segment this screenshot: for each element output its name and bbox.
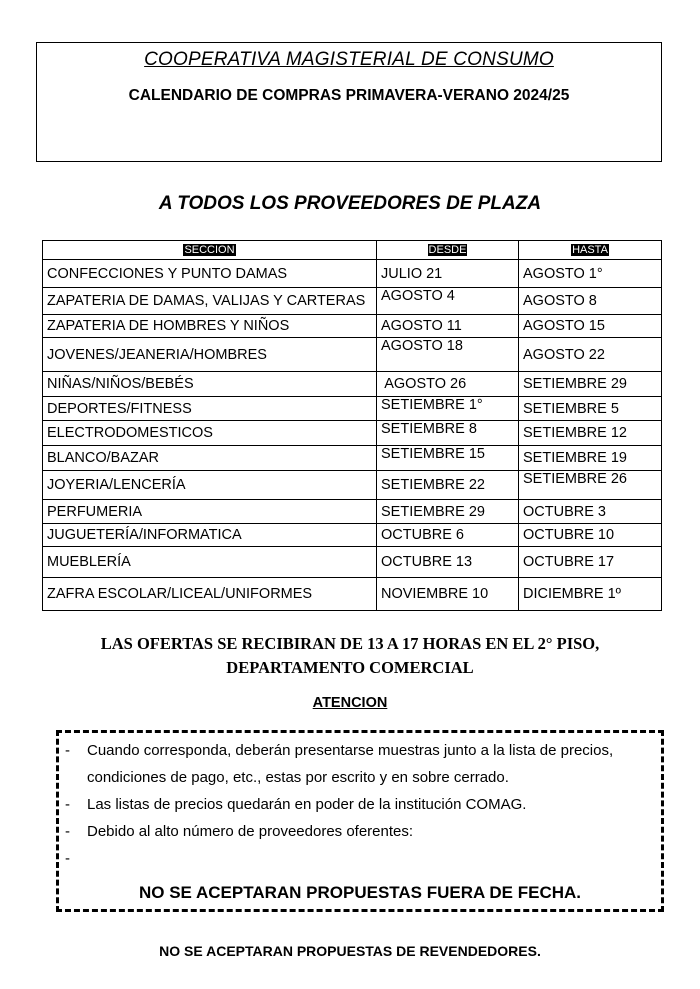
calendar-title: CALENDARIO DE COMPRAS PRIMAVERA-VERANO 2024/25 bbox=[128, 87, 570, 104]
to-cell: SETIEMBRE 19 bbox=[519, 446, 662, 471]
table-header-row bbox=[43, 241, 662, 260]
section-cell: ZAFRA ESCOLAR/LICEAL/UNIFORMES bbox=[43, 578, 377, 611]
attention-list bbox=[65, 737, 655, 867]
section-cell: PERFUMERIA bbox=[43, 500, 377, 524]
table-row bbox=[43, 471, 662, 500]
deadline-warning: NO SE ACEPTARAN PROPUESTAS FUERA DE FECHA. bbox=[138, 883, 582, 902]
offers-notice-line: LAS OFERTAS SE RECIBIRAN DE 13 A 17 HORAS EN EL 2° PISO, bbox=[100, 634, 600, 653]
table-row bbox=[43, 288, 662, 315]
to-cell: DICIEMBRE 1º bbox=[519, 578, 662, 611]
bullet-dash: - bbox=[65, 823, 70, 840]
column-header-to: HASTA bbox=[519, 241, 662, 260]
from-cell: SETIEMBRE 1° bbox=[377, 397, 519, 421]
from-cell: AGOSTO 11 bbox=[377, 315, 519, 338]
table-row bbox=[43, 397, 662, 421]
to-cell: AGOSTO 8 bbox=[519, 288, 662, 315]
recipients-heading: A TODOS LOS PROVEEDORES DE PLAZA bbox=[158, 193, 542, 214]
from-cell: SETIEMBRE 8 bbox=[377, 421, 519, 446]
table-row bbox=[43, 260, 662, 288]
from-cell: SETIEMBRE 22 bbox=[377, 471, 519, 500]
from-cell: AGOSTO 26 bbox=[377, 372, 519, 397]
to-cell: AGOSTO 22 bbox=[519, 338, 662, 372]
bullet-dash: - bbox=[65, 796, 70, 813]
section-cell: JUGUETERÍA/INFORMATICA bbox=[43, 524, 377, 547]
table-row bbox=[43, 372, 662, 397]
to-cell: SETIEMBRE 5 bbox=[519, 397, 662, 421]
purchase-schedule-table bbox=[42, 240, 662, 611]
table-row bbox=[43, 315, 662, 338]
table-row bbox=[43, 500, 662, 524]
section-cell: NIÑAS/NIÑOS/BEBÉS bbox=[43, 372, 377, 397]
attention-heading: ATENCION bbox=[312, 695, 388, 711]
table-row bbox=[43, 578, 662, 611]
column-header-from: DESDE bbox=[377, 241, 519, 260]
list-item: - Cuando corresponda, deberán presentarse muestras junto a la lista de precios, condiciones de pago, etc., estas por escrito y en sobre cerrado. bbox=[65, 737, 655, 791]
list-item: - Las listas de precios quedarán en poder de la institución COMAG. bbox=[65, 791, 655, 818]
to-cell: AGOSTO 1° bbox=[519, 260, 662, 288]
to-cell: OCTUBRE 10 bbox=[519, 524, 662, 547]
section-cell: JOVENES/JEANERIA/HOMBRES bbox=[43, 338, 377, 372]
section-cell: DEPORTES/FITNESS bbox=[43, 397, 377, 421]
from-cell: OCTUBRE 13 bbox=[377, 547, 519, 578]
from-cell: JULIO 21 bbox=[377, 260, 519, 288]
table-row bbox=[43, 446, 662, 471]
section-cell: ZAPATERIA DE DAMAS, VALIJAS Y CARTERAS bbox=[43, 288, 377, 315]
resellers-warning: NO SE ACEPTARAN PROPUESTAS DE REVENDEDORES. bbox=[159, 943, 541, 959]
from-cell: NOVIEMBRE 10 bbox=[377, 578, 519, 611]
table-row bbox=[43, 547, 662, 578]
organization-name: COOPERATIVA MAGISTERIAL DE CONSUMO bbox=[144, 49, 554, 70]
table-row bbox=[43, 524, 662, 547]
table-row bbox=[43, 338, 662, 372]
from-cell: AGOSTO 4 bbox=[377, 288, 519, 315]
to-cell: OCTUBRE 17 bbox=[519, 547, 662, 578]
header-box bbox=[36, 42, 662, 162]
section-cell: ZAPATERIA DE HOMBRES Y NIÑOS bbox=[43, 315, 377, 338]
section-cell: ELECTRODOMESTICOS bbox=[43, 421, 377, 446]
section-cell: BLANCO/BAZAR bbox=[43, 446, 377, 471]
from-cell: OCTUBRE 6 bbox=[377, 524, 519, 547]
from-cell: SETIEMBRE 15 bbox=[377, 446, 519, 471]
section-cell: MUEBLERÍA bbox=[43, 547, 377, 578]
bullet-dash: - bbox=[65, 850, 70, 867]
to-cell: AGOSTO 15 bbox=[519, 315, 662, 338]
table-row bbox=[43, 421, 662, 446]
bullet-dash: - bbox=[65, 742, 70, 759]
offers-notice bbox=[0, 632, 700, 680]
from-cell: AGOSTO 18 bbox=[377, 338, 519, 372]
to-cell: SETIEMBRE 29 bbox=[519, 372, 662, 397]
column-header-section: SECCION bbox=[43, 241, 377, 260]
to-cell: OCTUBRE 3 bbox=[519, 500, 662, 524]
attention-box bbox=[56, 730, 664, 912]
from-cell: SETIEMBRE 29 bbox=[377, 500, 519, 524]
to-cell: SETIEMBRE 26 bbox=[519, 471, 662, 500]
section-cell: CONFECCIONES Y PUNTO DAMAS bbox=[43, 260, 377, 288]
offers-notice-line: DEPARTAMENTO COMERCIAL bbox=[226, 658, 474, 677]
to-cell: SETIEMBRE 12 bbox=[519, 421, 662, 446]
section-cell: JOYERIA/LENCERÍA bbox=[43, 471, 377, 500]
list-item: - Debido al alto número de proveedores oferentes: bbox=[65, 818, 655, 845]
